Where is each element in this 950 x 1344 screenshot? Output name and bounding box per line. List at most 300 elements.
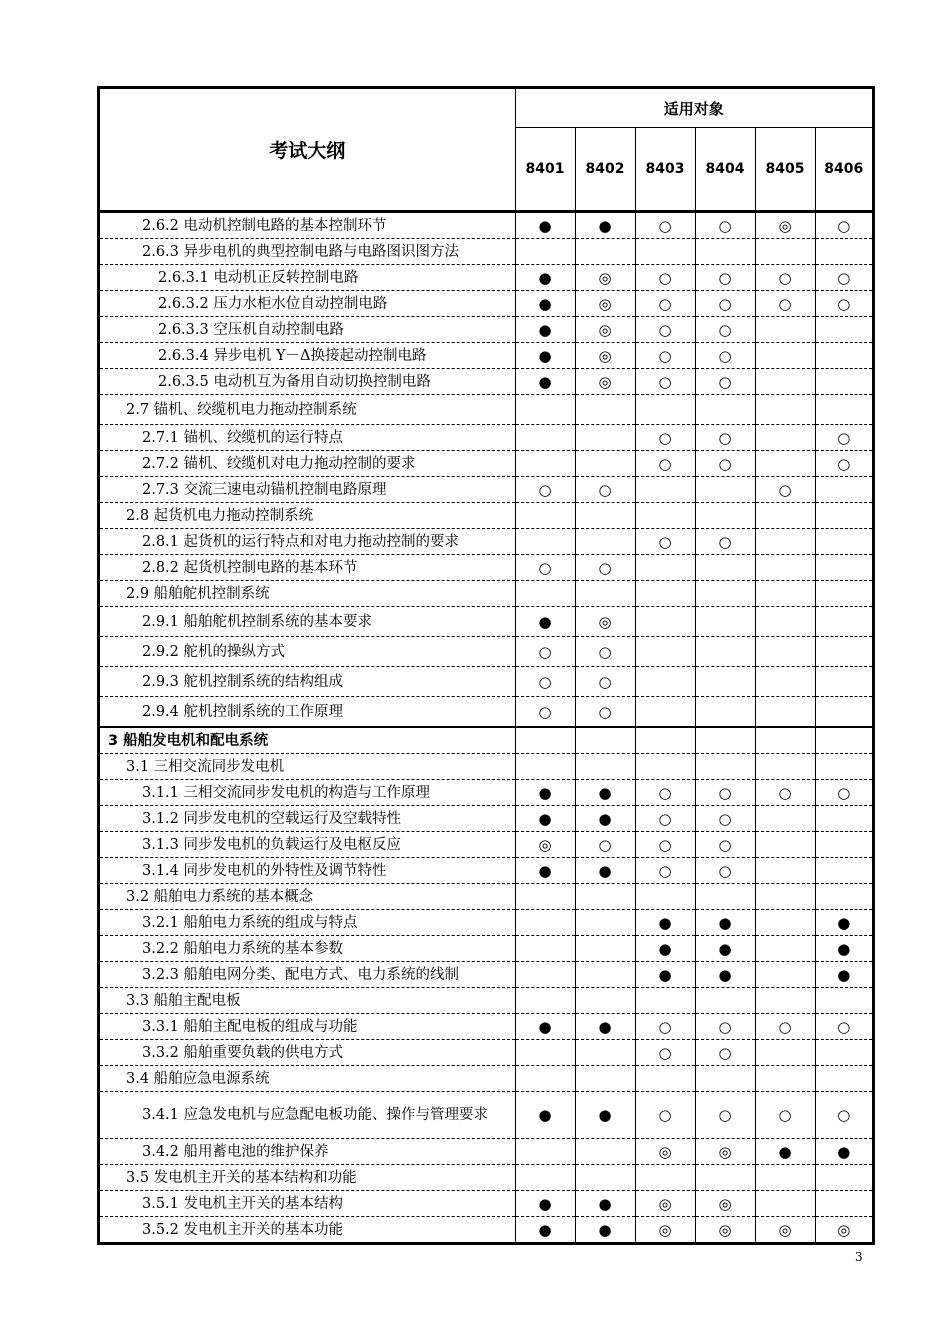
syllabus-item: 2.7.3 交流三速电动锚机控制电路原理 (100, 477, 515, 503)
level-mark: ● (575, 780, 635, 806)
level-mark (695, 1066, 755, 1092)
level-mark (815, 1191, 872, 1217)
level-mark (635, 607, 695, 637)
level-mark: ● (515, 780, 575, 806)
level-mark (815, 988, 872, 1014)
level-mark (755, 425, 815, 451)
level-mark: ◎ (635, 1217, 695, 1243)
level-mark (635, 727, 695, 754)
level-mark: ○ (635, 212, 695, 239)
table-row (100, 962, 872, 988)
level-mark (755, 667, 815, 697)
section-heading: 3 船舶发电机和配电系统 (100, 727, 515, 754)
level-mark: ● (635, 962, 695, 988)
level-mark (515, 529, 575, 555)
level-mark (635, 637, 695, 667)
level-mark: ● (515, 607, 575, 637)
syllabus-item: 3.1.3 同步发电机的负载运行及电枢反应 (100, 832, 515, 858)
table-row (100, 529, 872, 555)
level-mark (575, 239, 635, 265)
level-mark (575, 727, 635, 754)
level-mark: ○ (695, 858, 755, 884)
syllabus-item: 2.6.3 异步电机的典型控制电路与电路图识图方法 (100, 239, 515, 265)
level-mark: ● (755, 1139, 815, 1165)
level-mark (695, 884, 755, 910)
level-mark (575, 451, 635, 477)
level-mark: ● (515, 1217, 575, 1243)
code-header: 8403 (635, 128, 695, 212)
level-mark (575, 884, 635, 910)
table-row (100, 395, 872, 425)
level-mark (815, 503, 872, 529)
level-mark (815, 581, 872, 607)
table-row (100, 1191, 872, 1217)
level-mark (515, 754, 575, 780)
level-mark (515, 1139, 575, 1165)
level-mark: ● (575, 1191, 635, 1217)
level-mark (635, 581, 695, 607)
level-mark: ○ (695, 832, 755, 858)
level-mark (575, 936, 635, 962)
level-mark (755, 988, 815, 1014)
level-mark: ○ (695, 343, 755, 369)
level-mark: ○ (515, 637, 575, 667)
level-mark (755, 806, 815, 832)
level-mark: ○ (635, 806, 695, 832)
syllabus-item: 2.6.3.3 空压机自动控制电路 (100, 317, 515, 343)
level-mark: ○ (635, 780, 695, 806)
level-mark (575, 962, 635, 988)
level-mark: ○ (575, 477, 635, 503)
level-mark (755, 697, 815, 728)
syllabus-item: 2.8 起货机电力拖动控制系统 (100, 503, 515, 529)
level-mark: ● (575, 1014, 635, 1040)
level-mark (695, 555, 755, 581)
table-row (100, 239, 872, 265)
level-mark (695, 581, 755, 607)
level-mark: ● (695, 962, 755, 988)
syllabus-item: 3.5.1 发电机主开关的基本结构 (100, 1191, 515, 1217)
level-mark (515, 884, 575, 910)
table-row (100, 697, 872, 728)
level-mark (635, 555, 695, 581)
level-mark (695, 395, 755, 425)
table-row (100, 1092, 872, 1139)
level-mark (815, 239, 872, 265)
level-mark: ◎ (635, 1139, 695, 1165)
level-mark: ◎ (695, 1217, 755, 1243)
level-mark: ○ (755, 1092, 815, 1139)
level-mark (755, 1165, 815, 1191)
syllabus-table-frame (97, 86, 875, 1245)
applicable-target-header: 适用对象 (515, 89, 872, 128)
syllabus-item: 2.8.1 起货机的运行特点和对电力拖动控制的要求 (100, 529, 515, 555)
level-mark (635, 1165, 695, 1191)
syllabus-item: 2.9.3 舵机控制系统的结构组成 (100, 667, 515, 697)
level-mark: ○ (815, 1014, 872, 1040)
level-mark: ● (515, 343, 575, 369)
level-mark (515, 395, 575, 425)
syllabus-item: 2.8.2 起货机控制电路的基本环节 (100, 555, 515, 581)
level-mark: ● (515, 858, 575, 884)
level-mark (815, 395, 872, 425)
level-mark (815, 607, 872, 637)
level-mark (755, 832, 815, 858)
level-mark: ○ (575, 697, 635, 728)
level-mark: ○ (815, 780, 872, 806)
level-mark: ◎ (837, 1220, 851, 1239)
level-mark (755, 555, 815, 581)
syllabus-item: 2.7.2 锚机、绞缆机对电力拖动控制的要求 (100, 451, 515, 477)
level-mark (695, 727, 755, 754)
syllabus-item: 3.3.2 船舶重要负载的供电方式 (100, 1040, 515, 1066)
level-mark: ○ (635, 451, 695, 477)
level-mark: ○ (695, 529, 755, 555)
syllabus-item: 3.1 三相交流同步发电机 (100, 754, 515, 780)
level-mark (815, 697, 872, 728)
level-mark (815, 832, 872, 858)
level-mark (815, 555, 872, 581)
level-mark: ○ (575, 832, 635, 858)
level-mark (515, 727, 575, 754)
table-row (100, 317, 872, 343)
level-mark: ○ (695, 806, 755, 832)
level-mark (755, 858, 815, 884)
syllabus-item: 3.3 船舶主配电板 (100, 988, 515, 1014)
level-mark: ● (575, 1092, 635, 1139)
syllabus-item: 2.9.1 船舶舵机控制系统的基本要求 (100, 607, 515, 637)
table-row (100, 1066, 872, 1092)
level-mark (755, 936, 815, 962)
level-mark: ○ (695, 291, 755, 317)
code-header: 8405 (755, 128, 815, 212)
level-mark (695, 1165, 755, 1191)
table-row (100, 936, 872, 962)
syllabus-item: 3.4 船舶应急电源系统 (100, 1066, 515, 1092)
syllabus-item: 2.9.2 舵机的操纵方式 (100, 637, 515, 667)
table-row (100, 667, 872, 697)
level-mark (755, 1066, 815, 1092)
level-mark (515, 503, 575, 529)
table-row (100, 212, 872, 239)
syllabus-item: 2.6.3.4 异步电机 Y－Δ换接起动控制电路 (100, 343, 515, 369)
level-mark (575, 1040, 635, 1066)
syllabus-item: 3.4.2 船用蓄电池的维护保养 (100, 1139, 515, 1165)
level-mark (755, 1040, 815, 1066)
table-row (100, 451, 872, 477)
level-mark: ● (815, 962, 872, 988)
level-mark (755, 317, 815, 343)
syllabus-rows (100, 212, 872, 1243)
level-mark (815, 637, 872, 667)
level-mark (635, 477, 695, 503)
syllabus-item: 2.7.1 锚机、绞缆机的运行特点 (100, 425, 515, 451)
level-mark: ○ (635, 1040, 695, 1066)
level-mark (635, 667, 695, 697)
level-mark: ○ (635, 832, 695, 858)
table-row (100, 988, 872, 1014)
level-mark: ○ (515, 667, 575, 697)
level-mark: ○ (815, 291, 872, 317)
level-mark: ○ (515, 697, 575, 728)
level-mark: ○ (755, 780, 815, 806)
syllabus-item: 3.2 船舶电力系统的基本概念 (100, 884, 515, 910)
level-mark: ● (515, 1092, 575, 1139)
table-row (100, 780, 872, 806)
level-mark: ◎ (515, 832, 575, 858)
code-header: 8404 (695, 128, 755, 212)
level-mark (755, 754, 815, 780)
level-mark: ○ (635, 265, 695, 291)
level-mark: ● (575, 806, 635, 832)
level-mark: ● (635, 910, 695, 936)
level-mark: ○ (815, 212, 872, 239)
level-mark (695, 637, 755, 667)
syllabus-item: 3.3.1 船舶主配电板的组成与功能 (100, 1014, 515, 1040)
level-mark: ○ (695, 265, 755, 291)
level-mark (635, 239, 695, 265)
code-header: 8406 (815, 128, 872, 212)
level-mark: ○ (695, 369, 755, 395)
level-mark (755, 884, 815, 910)
table-row (100, 637, 872, 667)
level-mark (815, 884, 872, 910)
level-mark (755, 503, 815, 529)
level-mark (815, 529, 872, 555)
level-mark: ○ (635, 343, 695, 369)
level-mark (755, 239, 815, 265)
level-mark: ○ (695, 1014, 755, 1040)
level-mark: ◎ (575, 317, 635, 343)
table-row (100, 555, 872, 581)
syllabus-item: 3.1.4 同步发电机的外特性及调节特性 (100, 858, 515, 884)
level-mark: ◎ (755, 212, 815, 239)
level-mark (575, 1139, 635, 1165)
level-mark: ● (515, 291, 575, 317)
level-mark: ● (695, 936, 755, 962)
table-row (100, 1217, 872, 1243)
level-mark: ○ (695, 1040, 755, 1066)
level-mark (575, 581, 635, 607)
level-mark (515, 988, 575, 1014)
page-number: 3 (855, 1250, 863, 1264)
level-mark (575, 503, 635, 529)
level-mark: ○ (755, 1014, 815, 1040)
syllabus-item: 2.6.3.1 电动机正反转控制电路 (100, 265, 515, 291)
syllabus-item: 2.9.4 舵机控制系统的工作原理 (100, 697, 515, 728)
level-mark (755, 910, 815, 936)
syllabus-item: 2.6.3.2 压力水柜水位自动控制电路 (100, 291, 515, 317)
level-mark (755, 727, 815, 754)
table-row (100, 291, 872, 317)
level-mark: ○ (635, 529, 695, 555)
level-mark (695, 988, 755, 1014)
level-mark (515, 451, 575, 477)
level-mark (755, 1191, 815, 1217)
level-mark: ● (695, 910, 755, 936)
level-mark: ● (575, 212, 635, 239)
level-mark (815, 477, 872, 503)
table-row (100, 1139, 872, 1165)
level-mark (575, 529, 635, 555)
level-mark (755, 451, 815, 477)
level-mark: ◎ (575, 343, 635, 369)
level-mark (815, 667, 872, 697)
table-row (100, 503, 872, 529)
level-mark: ○ (575, 637, 635, 667)
table-row (100, 858, 872, 884)
table-row (100, 884, 872, 910)
level-mark: ○ (695, 212, 755, 239)
level-mark (695, 477, 755, 503)
level-mark: ● (635, 936, 695, 962)
syllabus-item: 3.2.1 船舶电力系统的组成与特点 (100, 910, 515, 936)
table-row (100, 477, 872, 503)
level-mark (755, 962, 815, 988)
level-mark (815, 1165, 872, 1191)
syllabus-item: 3.5.2 发电机主开关的基本功能 (100, 1217, 515, 1243)
level-mark (695, 503, 755, 529)
level-mark: ● (515, 212, 575, 239)
level-mark: ○ (635, 317, 695, 343)
table-row (100, 343, 872, 369)
code-header: 8401 (515, 128, 575, 212)
level-mark: ○ (815, 265, 872, 291)
syllabus-item: 3.5 发电机主开关的基本结构和功能 (100, 1165, 515, 1191)
level-mark: ○ (755, 291, 815, 317)
table-row (100, 265, 872, 291)
level-mark (515, 581, 575, 607)
level-mark (815, 754, 872, 780)
level-mark (575, 988, 635, 1014)
level-mark: ● (575, 1217, 635, 1243)
level-mark (815, 858, 872, 884)
syllabus-item: 2.7 锚机、绞缆机电力拖动控制系统 (100, 395, 515, 425)
level-mark: ◎ (575, 607, 635, 637)
level-mark (515, 1040, 575, 1066)
level-mark (515, 1165, 575, 1191)
level-mark (515, 910, 575, 936)
level-mark: ● (815, 936, 872, 962)
level-mark: ○ (515, 477, 575, 503)
level-mark (575, 910, 635, 936)
level-mark: ◎ (635, 1191, 695, 1217)
level-mark: ◎ (755, 1217, 815, 1243)
level-mark (635, 1066, 695, 1092)
level-mark (575, 754, 635, 780)
table-row (100, 369, 872, 395)
table-row (100, 806, 872, 832)
table-row (100, 1165, 872, 1191)
level-mark (755, 581, 815, 607)
level-mark: ● (815, 910, 872, 936)
syllabus-item: 2.6.2 电动机控制电路的基本控制环节 (100, 212, 515, 239)
level-mark: ○ (815, 1092, 872, 1139)
level-mark: ○ (575, 667, 635, 697)
table-row (100, 1014, 872, 1040)
level-mark (695, 697, 755, 728)
level-mark: ● (515, 806, 575, 832)
table-row (100, 425, 872, 451)
syllabus-item: 3.1.1 三相交流同步发电机的构造与工作原理 (100, 780, 515, 806)
level-mark (635, 754, 695, 780)
level-mark: ● (515, 1014, 575, 1040)
syllabus-item: 2.6.3.5 电动机互为备用自动切换控制电路 (100, 369, 515, 395)
level-mark: ◎ (575, 369, 635, 395)
level-mark (755, 395, 815, 425)
level-mark: ● (815, 1139, 872, 1165)
table-row (100, 607, 872, 637)
level-mark (635, 395, 695, 425)
level-mark: ○ (635, 1014, 695, 1040)
level-mark (575, 425, 635, 451)
level-mark (635, 884, 695, 910)
level-mark: ● (515, 317, 575, 343)
level-mark (575, 1066, 635, 1092)
level-mark (815, 317, 872, 343)
level-mark: ○ (635, 858, 695, 884)
level-mark (695, 607, 755, 637)
level-mark (515, 936, 575, 962)
level-mark (635, 503, 695, 529)
table-row (100, 754, 872, 780)
level-mark: ◎ (575, 265, 635, 291)
level-mark: ○ (755, 477, 815, 503)
level-mark: ○ (635, 425, 695, 451)
level-mark (575, 1165, 635, 1191)
level-mark: ◎ (695, 1191, 755, 1217)
level-mark: ○ (635, 291, 695, 317)
level-mark: ● (515, 1191, 575, 1217)
level-mark: ○ (635, 369, 695, 395)
level-mark (755, 343, 815, 369)
level-mark (695, 239, 755, 265)
level-mark (635, 697, 695, 728)
level-mark (515, 425, 575, 451)
level-mark (815, 1040, 872, 1066)
syllabus-item: 3.2.3 船舶电网分类、配电方式、电力系统的线制 (100, 962, 515, 988)
level-mark (815, 369, 872, 395)
level-mark: ● (515, 265, 575, 291)
syllabus-item: 3.1.2 同步发电机的空载运行及空载特性 (100, 806, 515, 832)
table-title: 考试大纲 (100, 89, 515, 212)
level-mark: ○ (635, 1092, 695, 1139)
level-mark (515, 239, 575, 265)
syllabus-table (100, 89, 872, 1242)
level-mark (815, 1066, 872, 1092)
level-mark: ◎ (695, 1139, 755, 1165)
level-mark: ○ (755, 265, 815, 291)
level-mark (815, 727, 872, 754)
level-mark (755, 369, 815, 395)
level-mark (755, 607, 815, 637)
level-mark (635, 988, 695, 1014)
level-mark (695, 667, 755, 697)
level-mark (755, 529, 815, 555)
level-mark (515, 1066, 575, 1092)
table-row (100, 727, 872, 754)
level-mark (815, 806, 872, 832)
level-mark: ○ (695, 451, 755, 477)
syllabus-item: 3.2.2 船舶电力系统的基本参数 (100, 936, 515, 962)
level-mark: ● (515, 369, 575, 395)
table-row (100, 832, 872, 858)
level-mark: ○ (695, 780, 755, 806)
syllabus-item: 2.9 船舶舵机控制系统 (100, 581, 515, 607)
level-mark: ○ (695, 317, 755, 343)
code-header: 8402 (575, 128, 635, 212)
level-mark (515, 962, 575, 988)
